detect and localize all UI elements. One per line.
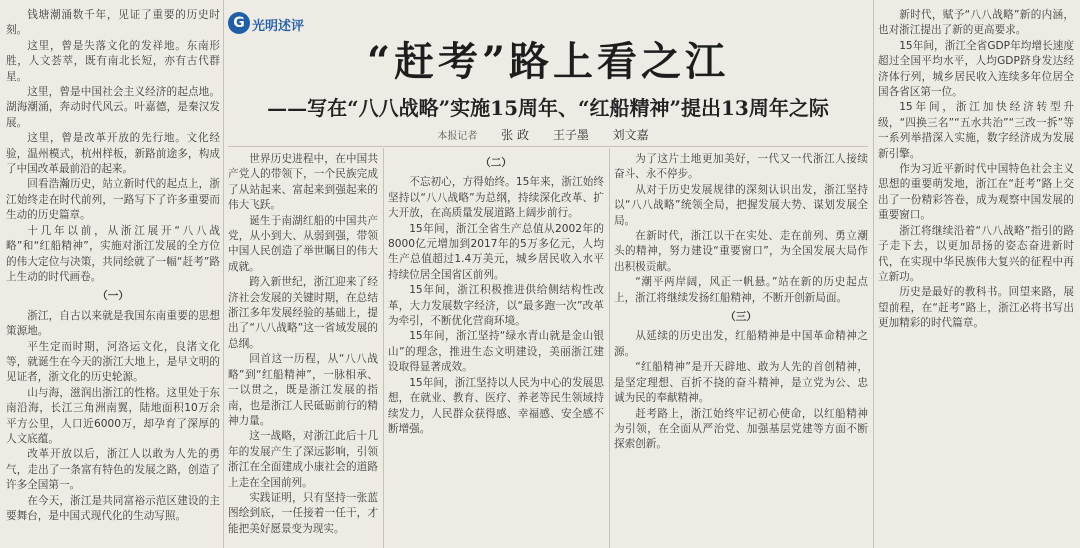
headline: “赶考”路上看之江: [366, 38, 729, 85]
paragraph: 赶考路上，浙江始终牢记初心使命，以红船精神为引领，在全面从严治党、加强基层党建等方面不断探索创新。: [614, 407, 868, 451]
paragraph: 钱塘潮涌数千年，见证了重要的历史时刻。: [6, 9, 220, 37]
paragraph: 这里，曾是失落文化的发祥地。东南形胜，人文荟萃，既有南北长短，亦有古代群星。: [6, 39, 220, 83]
column-3: [388, 152, 604, 544]
column-1: [6, 8, 220, 544]
paragraph: 改革开放以后，浙江人以敢为人先的勇气，走出了一条富有特色的发展之路，创造了许多全国第一。: [6, 448, 220, 492]
column-2: [228, 152, 378, 544]
paragraph: 在今天，浙江是共同富裕示范区建设的主要舞台，是中国式现代化的生动写照。: [6, 494, 220, 522]
paragraph: 为了这片土地更加美好，一代又一代浙江人接续奋斗、永不停步。: [614, 153, 868, 181]
paragraph: 15年间，浙江积极推进供给侧结构性改革，大力发展数字经济，以“最多跑一次”改革为牵引，不断优化营商环境。: [388, 284, 604, 328]
column-tag: 光明述评: [252, 19, 305, 34]
byline: [228, 126, 868, 143]
paragraph: 从延续的历史出发，红船精神是中国革命精神之源。: [614, 330, 868, 358]
paragraph: 15年间，浙江坚持“绿水青山就是金山银山”的理念，推进生态文明建设，美丽浙江建设取得显著成效。: [388, 330, 604, 374]
paragraph: 十几年以前，从浙江展开“八八战略”和“红船精神”，实施对浙江发展的全方位的伟大定位与决策，共同绘就了一幅“赶考”路上生动的时代画卷。: [6, 224, 220, 283]
author-name: 张 政: [501, 128, 529, 142]
section-number: （二）: [480, 157, 512, 169]
paragraph: 诞生于南湖红船的中国共产党，从小到大、从弱到强，带领中国人民创造了举世瞩目的伟大成就。: [228, 214, 378, 273]
paragraph: 浙江将继续沿着“八八战略”指引的路子走下去，以更加昂扬的姿态奋进新时代，在实现中华民族伟大复兴的征程中再立新功。: [878, 224, 1074, 283]
paragraph: 15年间，浙江坚持以人民为中心的发展思想，在就业、教育、医疗、养老等民生领域持续发力，人民群众获得感、幸福感、安全感不断增强。: [388, 376, 604, 435]
paragraph: 15年间，浙江全省GDP年均增长速度超过全国平均水平，人均GDP跻身发达经济体行列，城乡居民收入连续多年位居全国各省区第一位。: [878, 39, 1074, 99]
paragraph: “红船精神”是开天辟地、敢为人先的首创精神，是坚定理想、百折不挠的奋斗精神，是立党为公、忠诚为民的奉献精神。: [614, 361, 868, 405]
author-name: 刘文嘉: [612, 128, 649, 142]
column-4: [614, 152, 868, 544]
paragraph: 从对于历史发展规律的深刻认识出发，浙江坚持以“八八战略”统领全局，把握发展大势、谋划发展全局。: [614, 183, 868, 227]
paragraph: 这里，曾是中国社会主义经济的起点地。湖海潮涌，奔动时代风云。叶嘉德，是秦汉发展。: [6, 86, 220, 129]
paragraph: 历史是最好的教科书。回望来路，展望前程，在“赶考”路上，浙江必将书写出更加精彩的时代篇章。: [878, 286, 1074, 330]
paragraph: 回看浩瀚历史，站立新时代的起点上，浙江始终走在时代前列，一路写下了许多重要而生动的历史篇章。: [6, 178, 220, 222]
paragraph: 作为习近平新时代中国特色社会主义思想的重要萌发地，浙江在“赶考”路上交出了一份精彩答卷，成为观察中国发展的重要窗口。: [878, 163, 1074, 222]
paragraph: 山与海，滋润出浙江的性格。这里处于东南沿海，长江三角洲南翼，陆地面积10万余平方公里，人口近6000万，却孕育了深厚的人文底蕴。: [6, 386, 220, 445]
author-name: 王子墨: [552, 128, 589, 142]
column-divider: [873, 0, 874, 548]
byline-label: 本报记者: [437, 131, 478, 142]
column-divider: [223, 0, 224, 548]
paragraph: “潮平两岸阔，风正一帆悬。”站在新的历史起点上，浙江将继续发扬红船精神，不断开创新局面。: [614, 276, 868, 304]
paragraph: 这一战略，对浙江此后十几年的发展产生了深远影响，引领浙江在全面建成小康社会的道路上走在全国前列。: [228, 430, 378, 489]
paragraph: 世界历史进程中，在中国共产党人的带领下，一个民族完成了从站起来、富起来到强起来的伟大飞跃。: [228, 153, 378, 212]
paragraph: 浙江，自古以来就是我国东南重要的思想策源地。: [6, 309, 220, 338]
paragraph: 15年间，浙江加快经济转型升级，“四换三名”“五水共治”“三改一拆”等一系列举措深入实施，数字经济成为发展新引擎。: [878, 101, 1074, 160]
paragraph: 这里，曾是改革开放的先行地。文化经验，温州模式，杭州样板，新路前途多，构成了中国改革最前沿的起来。: [6, 132, 220, 176]
guangming-logo-icon: G: [228, 12, 250, 34]
paragraph: 不忘初心，方得始终。15年来，浙江始终坚持以“八八战略”为总纲，持续深化改革、扩大开放，在高质量发展道路上阔步前行。: [388, 176, 604, 220]
headline-rule: [228, 146, 868, 147]
subheadline: ——写在“八八战略”实施15周年、“红船精神”提出13周年之际: [267, 96, 829, 120]
paragraph: 新时代，赋予“八八战略”新的内涵，也对浙江提出了新的更高要求。: [878, 9, 1074, 37]
column-divider: [609, 148, 610, 548]
section-number: （一）: [97, 290, 129, 303]
paragraph: 实践证明，只有坚持一张蓝图绘到底，一任接着一任干，才能把美好愿景变为现实。: [228, 491, 378, 535]
paragraph: 平生定而时期，河洛运文化，良渚文化等，就诞生在今天的浙江大地上，是早文明的见证者，浙文化的历史轮源。: [6, 340, 220, 384]
paragraph: 在新时代，浙江以干在实处、走在前列、勇立潮头的精神，努力建设“重要窗口”，为全国发展大局作出积极贡献。: [614, 230, 868, 273]
section-number: （三）: [725, 311, 757, 324]
column-divider: [383, 148, 384, 548]
paragraph: 跨入新世纪，浙江迎来了经济社会发展的关键时期，在总结浙江多年发展经验的基础上，提出了“八八战略”这一省域发展的总纲。: [228, 276, 378, 350]
column-5: [878, 8, 1074, 544]
paragraph: 回首这一历程，从“八八战略”到“红船精神”，一脉相承、一以贯之，既是浙江发展的指南，也是浙江人民砥砺前行的精神力量。: [228, 353, 378, 427]
paragraph: 15年间，浙江全省生产总值从2002年的8000亿元增加到2017年的5万多亿元，人均生产总值超过1.4万美元，城乡居民收入水平持续位居全国省区前列。: [388, 222, 604, 281]
